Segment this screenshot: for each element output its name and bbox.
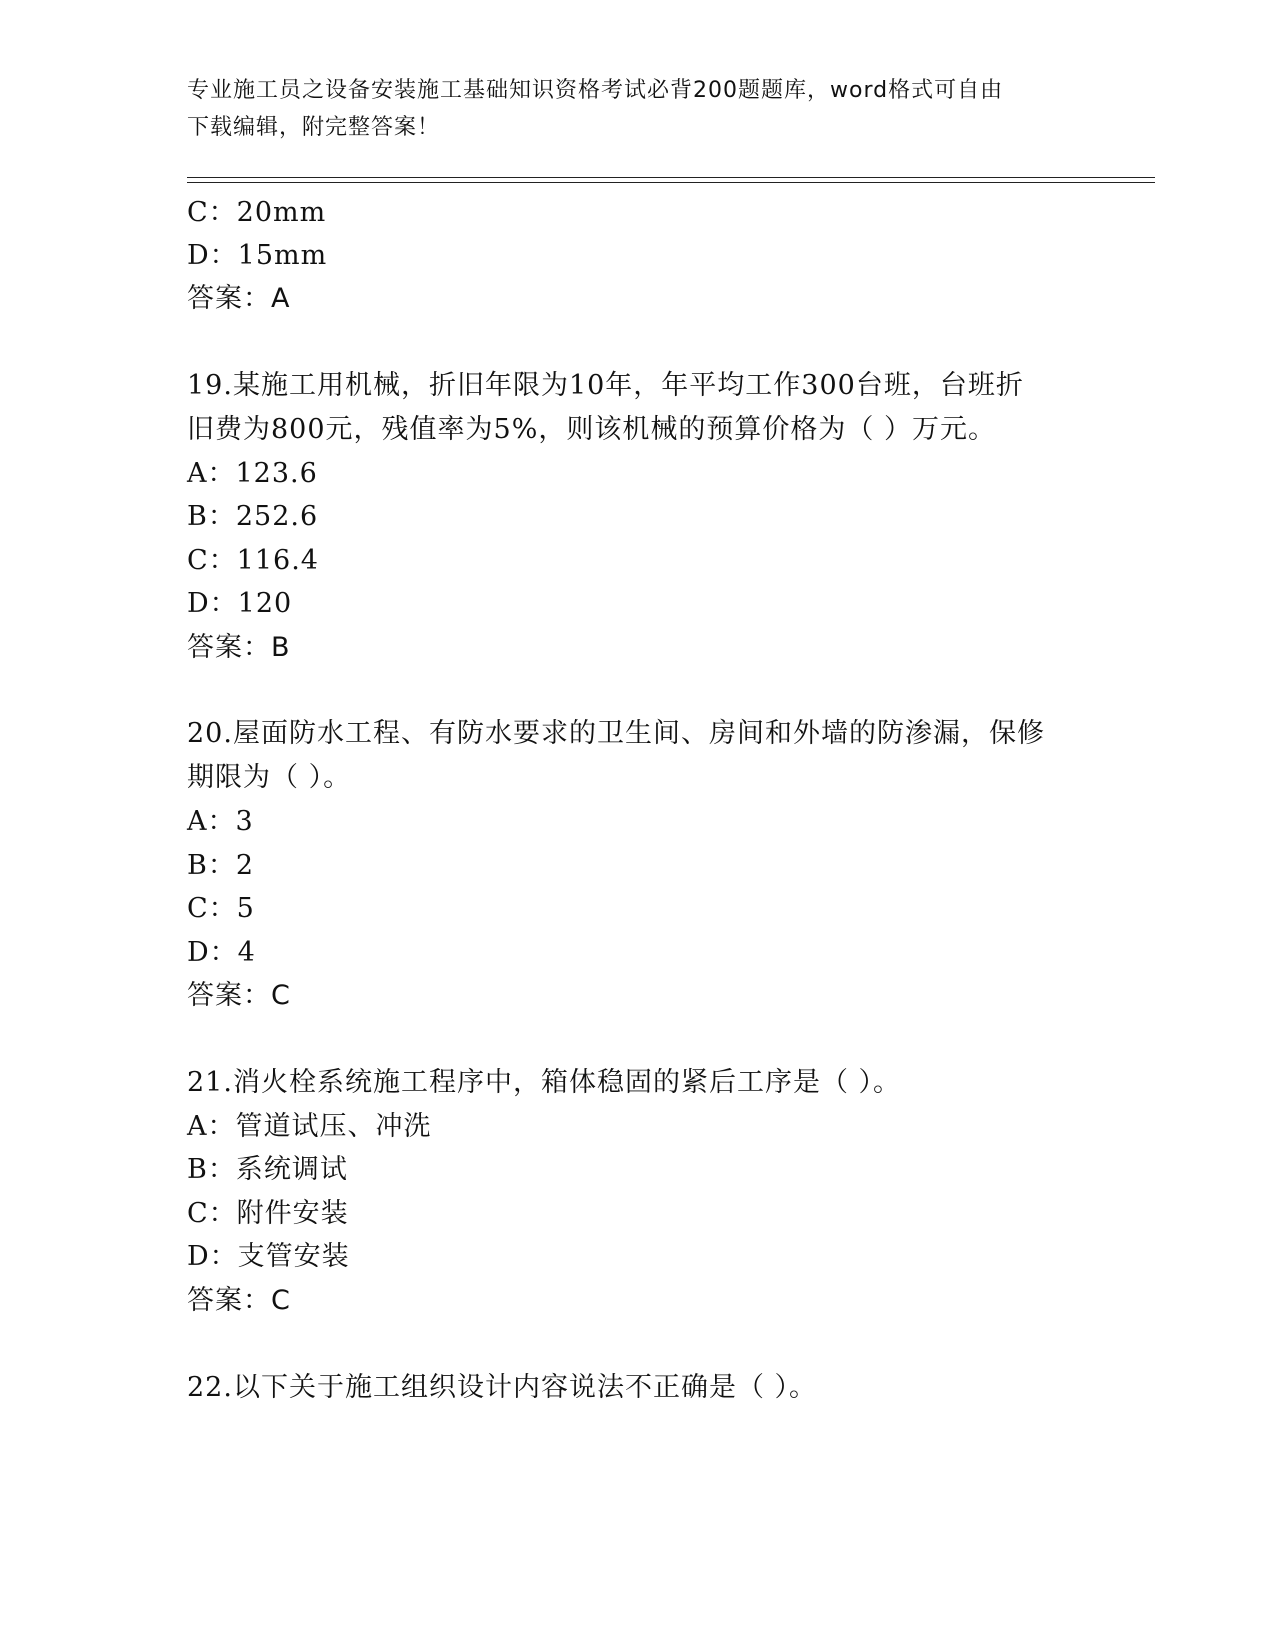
question-text: 期限为（ ）。 bbox=[187, 762, 352, 793]
option-d: D：15mm bbox=[187, 240, 328, 271]
option-d: D：120 bbox=[187, 588, 293, 619]
document-header bbox=[187, 72, 1067, 146]
answer: 答案：C bbox=[187, 980, 291, 1011]
header-rule-bottom bbox=[187, 182, 1155, 183]
question-text: 旧费为800元，残值率为5%，则该机械的预算价格为（ ）万元。 bbox=[187, 414, 996, 445]
answer: 答案：A bbox=[187, 283, 291, 314]
option-c: C：5 bbox=[187, 893, 255, 924]
option-a: A：管道试压、冲洗 bbox=[187, 1111, 432, 1142]
option-d: D：4 bbox=[187, 937, 256, 968]
question-text: 21.消火栓系统施工程序中，箱体稳固的紧后工序是（ ）。 bbox=[187, 1067, 902, 1098]
answer: 答案：B bbox=[187, 632, 291, 663]
question-text: 20.屋面防水工程、有防水要求的卫生间、房间和外墙的防渗漏，保修 bbox=[187, 718, 1045, 749]
header-rule-top bbox=[187, 177, 1155, 178]
option-d: D：支管安装 bbox=[187, 1241, 350, 1272]
question-text: 19.某施工用机械，折旧年限为10年，年平均工作300台班，台班折 bbox=[187, 370, 1024, 401]
option-a: A：123.6 bbox=[187, 458, 318, 489]
header-line-2: 下载编辑，附完整答案！ bbox=[187, 115, 441, 140]
question-text: 22.以下关于施工组织设计内容说法不正确是（ ）。 bbox=[187, 1372, 818, 1403]
option-b: B：系统调试 bbox=[187, 1154, 348, 1185]
answer: 答案：C bbox=[187, 1285, 291, 1316]
option-c: C：116.4 bbox=[187, 545, 319, 576]
option-a: A：3 bbox=[187, 806, 254, 837]
header-line-1: 专业施工员之设备安装施工基础知识资格考试必背200题题库，word格式可自由 bbox=[187, 78, 1004, 103]
option-c: C：20mm bbox=[187, 197, 327, 228]
option-b: B：252.6 bbox=[187, 501, 319, 532]
option-b: B：2 bbox=[187, 850, 255, 881]
option-c: C：附件安装 bbox=[187, 1198, 349, 1229]
